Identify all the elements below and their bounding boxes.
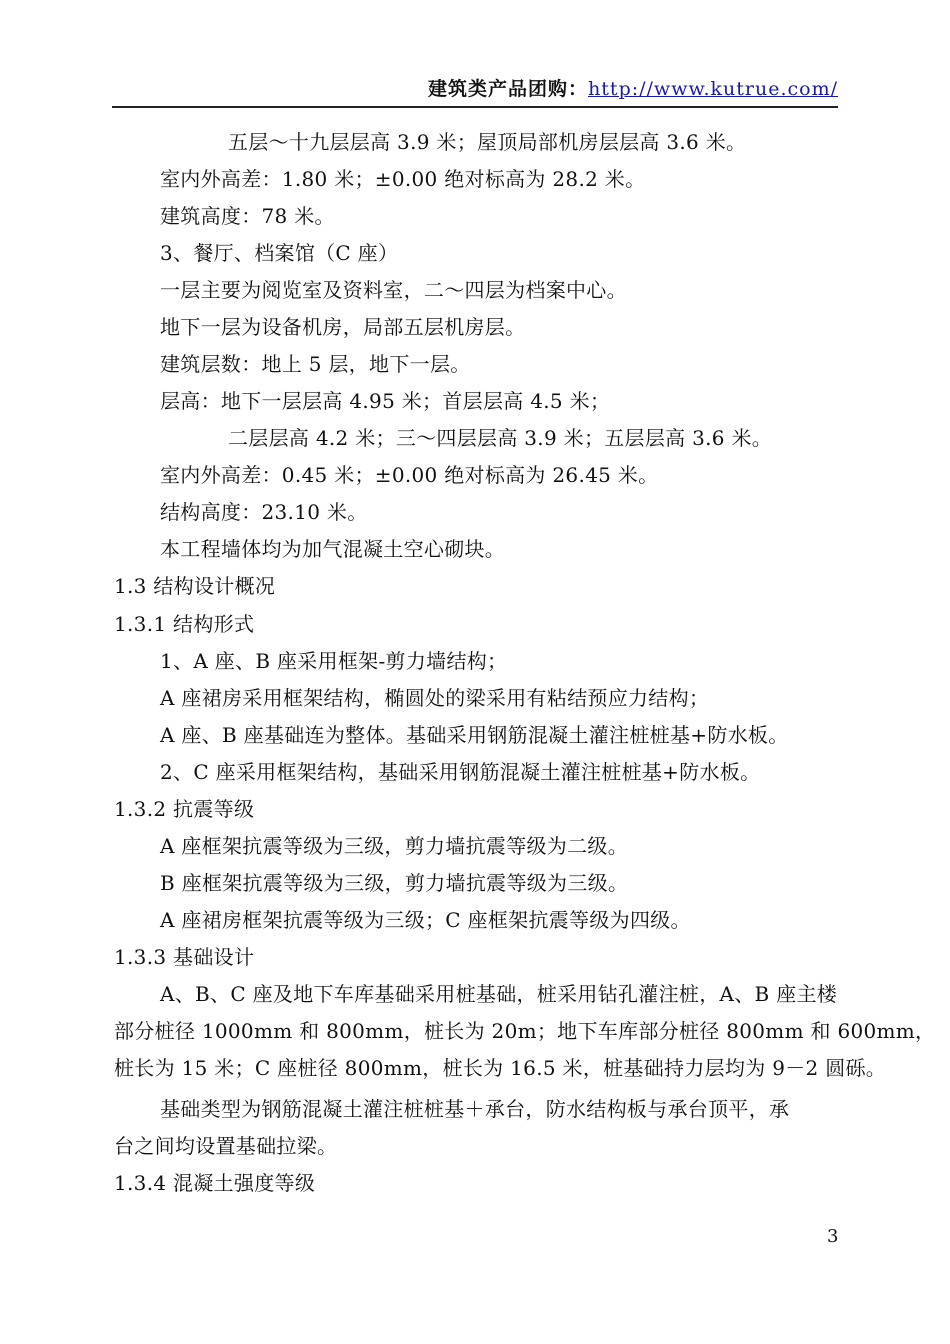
text-line: 台之间均设置基础拉梁。 (114, 1134, 338, 1158)
text-line: 3、餐厅、档案馆（C 座） (160, 241, 399, 265)
text-line: 一层主要为阅览室及资料室，二～四层为档案中心。 (160, 278, 627, 302)
text-line: A、B、C 座及地下车库基础采用桩基础，桩采用钻孔灌注桩，A、B 座主楼 (160, 982, 838, 1006)
text-line: 结构高度：23.10 米。 (160, 500, 368, 524)
text-line: 室内外高差：1.80 米；±0.00 绝对标高为 28.2 米。 (160, 167, 646, 191)
text-line: 建筑层数：地上 5 层，地下一层。 (160, 352, 471, 376)
header-link[interactable]: http://www.kutrue.com/ (588, 78, 838, 100)
section-heading: 1.3.3 基础设计 (114, 945, 255, 969)
text-line: 建筑高度：78 米。 (160, 204, 335, 228)
text-line: 二层层高 4.2 米；三～四层层高 3.9 米；五层层高 3.6 米。 (228, 426, 773, 450)
header-label: 建筑类产品团购： (428, 78, 589, 100)
text-line: 层高：地下一层层高 4.95 米；首层层高 4.5 米； (160, 389, 611, 413)
text-line: 室内外高差：0.45 米；±0.00 绝对标高为 26.45 米。 (160, 463, 659, 487)
text-line: 本工程墙体均为加气混凝土空心砌块。 (160, 537, 506, 561)
page-header (428, 74, 838, 101)
text-line: A 座裙房框架抗震等级为三级；C 座框架抗震等级为四级。 (160, 908, 691, 932)
text-line: A 座、B 座基础连为整体。基础采用钢筋混凝土灌注桩桩基+防水板。 (160, 723, 789, 747)
text-line: 部分桩径 1000mm 和 800mm，桩长为 20m；地下车库部分桩径 800mm 和 600mm， (114, 1019, 936, 1043)
page-number: 3 (827, 1226, 839, 1247)
section-heading: 1.3.2 抗震等级 (114, 797, 255, 821)
text-line: B 座框架抗震等级为三级，剪力墙抗震等级为三级。 (160, 871, 629, 895)
text-line: 2、C 座采用框架结构，基础采用钢筋混凝土灌注桩桩基+防水板。 (160, 760, 761, 784)
section-heading: 1.3 结构设计概况 (114, 574, 276, 598)
text-line: 五层～十九层层高 3.9 米；屋顶局部机房层层高 3.6 米。 (228, 130, 747, 154)
section-heading: 1.3.4 混凝土强度等级 (114, 1171, 316, 1195)
header-rule (112, 106, 838, 108)
text-line: A 座裙房采用框架结构，椭圆处的梁采用有粘结预应力结构； (160, 686, 710, 710)
text-line: A 座框架抗震等级为三级，剪力墙抗震等级为二级。 (160, 834, 629, 858)
text-line: 1、A 座、B 座采用框架-剪力墙结构； (160, 649, 508, 673)
text-line: 桩长为 15 米；C 座桩径 800mm，桩长为 16.5 米，桩基础持力层均为 9－2 圆砾。 (114, 1056, 887, 1080)
section-heading: 1.3.1 结构形式 (114, 612, 255, 636)
text-line: 基础类型为钢筋混凝土灌注桩桩基＋承台，防水结构板与承台顶平，承 (160, 1097, 790, 1121)
text-line: 地下一层为设备机房，局部五层机房层。 (160, 315, 526, 339)
